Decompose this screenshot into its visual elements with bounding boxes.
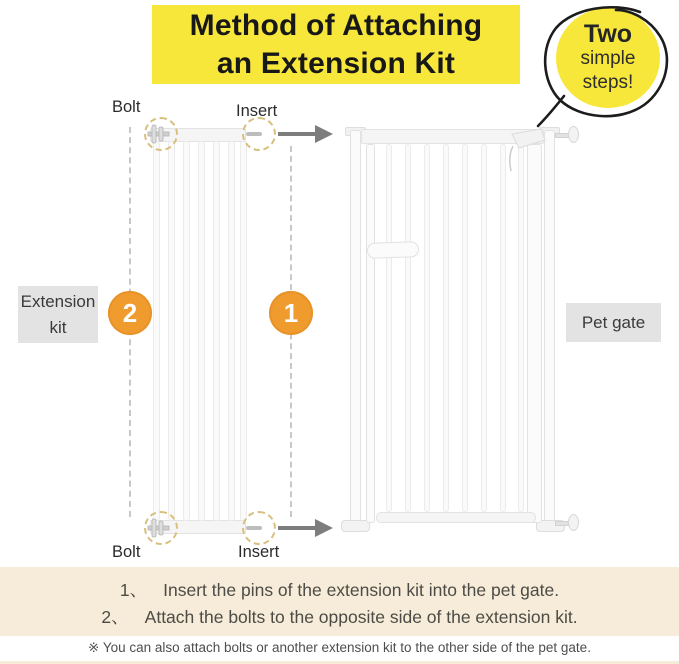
gate-knob-disc-top bbox=[568, 126, 579, 143]
title-line-1: Method of Attaching bbox=[189, 8, 483, 42]
title-line-2: an Extension Kit bbox=[216, 46, 456, 80]
pet-gate-tag bbox=[566, 303, 661, 342]
gate-knob-disc-bottom bbox=[568, 514, 579, 531]
bolt-label-top: Bolt bbox=[112, 98, 141, 116]
extension-kit-tag-line-1: Extension bbox=[20, 291, 96, 311]
latch-cord-icon bbox=[507, 146, 517, 172]
extension-kit-tag-line-2: kit bbox=[49, 317, 67, 337]
instruction-step-2-number: 2、 bbox=[101, 607, 129, 627]
instruction-step-2-text: Attach the bolts to the opposite side of the extension kit. bbox=[144, 607, 578, 627]
steps-badge-line-1: Two bbox=[583, 20, 633, 48]
gate-bar bbox=[443, 144, 449, 512]
highlight-circle-insert-bottom bbox=[242, 511, 276, 545]
insert-label-bottom: Insert bbox=[238, 543, 280, 561]
footnote: ※ You can also attach bolts or another extension kit to the other side of the pet gate. bbox=[88, 640, 591, 655]
steps-badge-line-2: simple bbox=[580, 48, 636, 69]
title-banner bbox=[152, 5, 520, 84]
instruction-step-2 bbox=[0, 604, 679, 629]
bolt-label-bottom: Bolt bbox=[112, 543, 141, 561]
step-1-marker: 1 bbox=[269, 291, 313, 335]
gate-door-left-stile bbox=[366, 144, 375, 523]
gate-bar bbox=[500, 144, 506, 512]
highlight-circle-bolt-top bbox=[144, 117, 178, 151]
extension-bar bbox=[168, 141, 175, 521]
step-2-marker: 2 bbox=[108, 291, 152, 335]
arrow-right-icon bbox=[278, 526, 318, 530]
instruction-step-1-text: Insert the pins of the extension kit into the pet gate. bbox=[163, 580, 560, 600]
gate-bar bbox=[424, 144, 430, 512]
gate-bar bbox=[462, 144, 468, 512]
gate-bar bbox=[518, 144, 524, 512]
insert-label-top: Insert bbox=[236, 102, 278, 120]
extension-bar bbox=[240, 141, 247, 521]
gate-bottom-rail bbox=[376, 512, 536, 523]
instruction-step-1-number: 1、 bbox=[119, 580, 148, 600]
gate-knob-shaft-top bbox=[555, 133, 569, 138]
gate-latch-handle bbox=[367, 241, 420, 259]
extension-bar bbox=[183, 141, 190, 521]
gate-bar bbox=[386, 144, 392, 512]
steps-badge-line-3: steps! bbox=[582, 72, 634, 93]
extension-bar bbox=[213, 141, 220, 521]
highlight-circle-insert-top bbox=[242, 117, 276, 151]
extension-bar bbox=[198, 141, 205, 521]
instruction-step-1 bbox=[0, 577, 679, 602]
extension-kit-tag bbox=[18, 286, 98, 343]
highlight-circle-bolt-bottom bbox=[144, 511, 178, 545]
pet-gate-tag-label: Pet gate bbox=[581, 312, 646, 332]
arrow-right-icon bbox=[278, 132, 318, 136]
steps-badge bbox=[556, 8, 660, 108]
gate-left-post bbox=[350, 130, 361, 527]
gate-right-post bbox=[544, 130, 555, 527]
extension-bar bbox=[228, 141, 235, 521]
gate-bar bbox=[481, 144, 487, 512]
extension-bar bbox=[153, 141, 160, 521]
arrow-right-head-icon bbox=[315, 519, 333, 537]
gate-door-right-stile bbox=[527, 144, 542, 523]
gate-bar bbox=[405, 144, 411, 512]
arrow-right-head-icon bbox=[315, 125, 333, 143]
gate-knob-shaft-bottom bbox=[555, 521, 569, 526]
